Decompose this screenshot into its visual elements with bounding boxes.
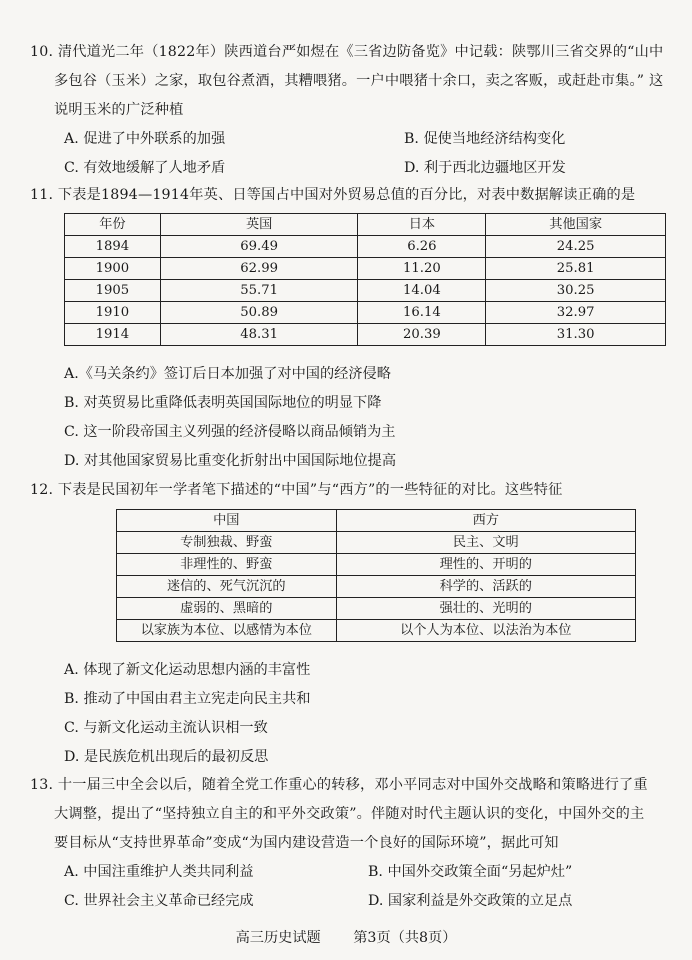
- q10-option-d: D. 利于西北边疆地区开发: [404, 160, 566, 176]
- table-row: [65, 236, 666, 258]
- table-cell: 55.71: [160, 280, 358, 302]
- q13-stem-line-1: 13. 十一届三中全会以后，随着全党工作重心的转移，邓小平同志对中国外交战略和策略进行了重: [30, 777, 648, 793]
- table-cell: 69.49: [160, 236, 358, 258]
- table-cell: 25.81: [486, 258, 666, 280]
- table-cell: 30.25: [486, 280, 666, 302]
- q11-stem: 11. 下表是1894—1914年英、日等国占中国对外贸易总值的百分比，对表中数据解读正确的是: [30, 187, 636, 203]
- table-cell: 20.39: [358, 324, 486, 346]
- table-row: [65, 302, 666, 324]
- table-cell: 11.20: [358, 258, 486, 280]
- q11-option-d: D. 对其他国家贸易比重变化折射出中国国际地位提高: [64, 453, 397, 469]
- table-header-row: [117, 510, 636, 532]
- q12-option-c: C. 与新文化运动主流认识相一致: [64, 720, 268, 736]
- table-cell: 强壮的、光明的: [336, 598, 635, 620]
- table-cell: 1900: [65, 258, 161, 280]
- q10-option-a: A. 促进了中外联系的加强: [64, 131, 226, 147]
- q12-stem: 12. 下表是民国初年一学者笔下描述的“中国”与“西方”的一些特征的对比。这些特征: [30, 482, 563, 498]
- q13-option-d: D. 国家利益是外交政策的立足点: [368, 893, 573, 909]
- q12-option-b: B. 推动了中国由君主立宪走向民主共和: [64, 691, 311, 707]
- table-header-cell: 英国: [160, 214, 358, 236]
- table-row: [65, 280, 666, 302]
- table-cell: 科学的、活跃的: [336, 576, 635, 598]
- table-header-row: [65, 214, 666, 236]
- table-cell: 1914: [65, 324, 161, 346]
- footer-page-number: 第3页（共8页）: [353, 930, 457, 946]
- table-cell: 民主、文明: [336, 532, 635, 554]
- table-cell: 62.99: [160, 258, 358, 280]
- q12-comparison-table: [116, 509, 636, 642]
- table-row: [117, 576, 636, 598]
- q10-option-b: B. 促使当地经济结构变化: [404, 131, 566, 147]
- table-cell: 以家族为本位、以感情为本位: [117, 620, 337, 642]
- table-cell: 24.25: [486, 236, 666, 258]
- table-cell: 31.30: [486, 324, 666, 346]
- table-cell: 14.04: [358, 280, 486, 302]
- table-header-cell: 年份: [65, 214, 161, 236]
- q11-option-b: B. 对英贸易比重降低表明英国国际地位的明显下降: [64, 395, 382, 411]
- q10-stem-line-2: 多包谷（玉米）之家，取包谷煮酒，其糟喂猪。一户中喂猪十余口，卖之客贩，或赶赴市集。” 这: [54, 73, 664, 89]
- q11-trade-table: [64, 213, 666, 346]
- q12-option-d: D. 是民族危机出现后的最初反思: [64, 749, 269, 765]
- q13-option-a: A. 中国注重维护人类共同利益: [64, 864, 254, 880]
- table-row: [117, 532, 636, 554]
- table-cell: 以个人为本位、以法治为本位: [336, 620, 635, 642]
- table-cell: 6.26: [358, 236, 486, 258]
- footer-exam-title: 高三历史试题: [235, 930, 321, 946]
- table-header-cell: 其他国家: [486, 214, 666, 236]
- table-cell: 32.97: [486, 302, 666, 324]
- table-header-cell: 日本: [358, 214, 486, 236]
- table-header-cell: 中国: [117, 510, 337, 532]
- table-cell: 1894: [65, 236, 161, 258]
- table-row: [65, 324, 666, 346]
- q10-option-c: C. 有效地缓解了人地矛盾: [64, 160, 226, 176]
- q11-option-c: C. 这一阶段帝国主义列强的经济侵略以商品倾销为主: [64, 424, 396, 440]
- table-row: [117, 598, 636, 620]
- q13-option-c: C. 世界社会主义革命已经完成: [64, 893, 254, 909]
- table-row: [117, 554, 636, 576]
- table-row: [117, 620, 636, 642]
- table-row: [65, 258, 666, 280]
- table-header-cell: 西方: [336, 510, 635, 532]
- q10-stem-line-1: 10. 清代道光二年（1822年）陕西道台严如煜在《三省边防备览》中记载：陕鄂川三省交界的“山中: [30, 44, 664, 60]
- page-footer: [0, 927, 692, 947]
- table-cell: 专制独裁、野蛮: [117, 532, 337, 554]
- table-cell: 1905: [65, 280, 161, 302]
- table-cell: 非理性的、野蛮: [117, 554, 337, 576]
- q10-stem-line-3: 说明玉米的广泛种植: [54, 102, 184, 118]
- table-cell: 虚弱的、黑暗的: [117, 598, 337, 620]
- q13-stem-line-2: 大调整，提出了“坚持独立自主的和平外交政策”。伴随对时代主题认识的变化，中国外交的主: [54, 806, 645, 822]
- table-cell: 48.31: [160, 324, 358, 346]
- q13-stem-line-3: 要目标从“支持世界革命”变成“为国内建设营造一个良好的国际环境”，据此可知: [54, 835, 559, 851]
- table-cell: 理性的、开明的: [336, 554, 635, 576]
- table-cell: 16.14: [358, 302, 486, 324]
- table-cell: 50.89: [160, 302, 358, 324]
- q13-option-b: B. 中国外交政策全面“另起炉灶”: [368, 864, 573, 880]
- table-cell: 1910: [65, 302, 161, 324]
- table-cell: 迷信的、死气沉沉的: [117, 576, 337, 598]
- q12-option-a: A. 体现了新文化运动思想内涵的丰富性: [64, 662, 311, 678]
- q11-option-a: A.《马关条约》签订后日本加强了对中国的经济侵略: [64, 366, 391, 382]
